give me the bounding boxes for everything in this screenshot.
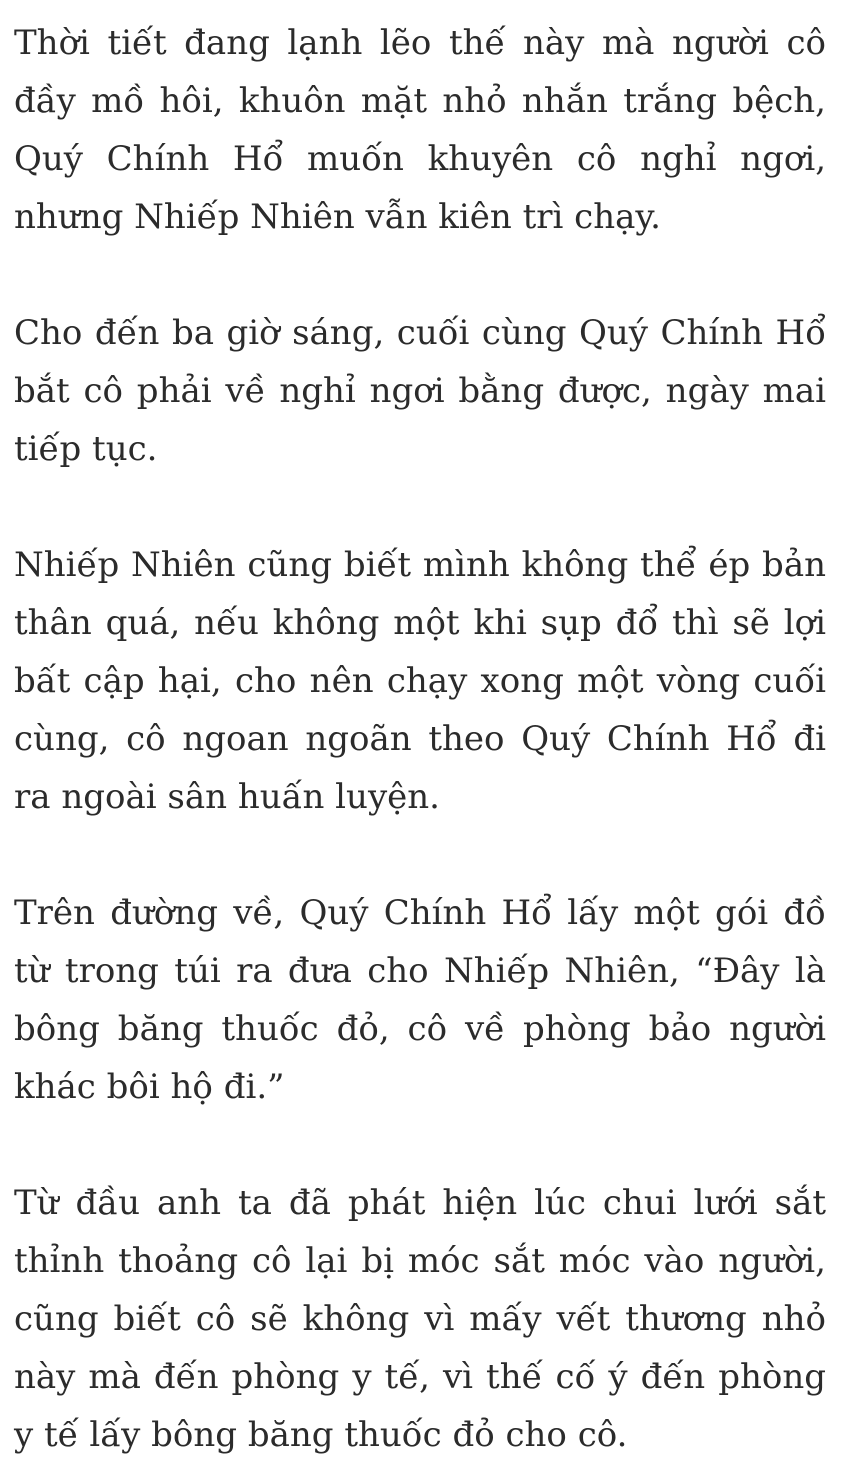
paragraph-1: Thời tiết đang lạnh lẽo thế này mà người cô đầy mồ hôi, khuôn mặt nhỏ nhắn trắng bệch, Quý Chính Hổ muốn khuyên cô nghỉ ngơi, nhưng Nhiếp Nhiên vẫn kiên trì chạy. [14,23,826,237]
paragraph-4: Trên đường về, Quý Chính Hổ lấy một gói đồ từ trong túi ra đưa cho Nhiếp Nhiên, “Đây là bông băng thuốc đỏ, cô về phòng bảo người khác bôi hộ đi.” [14,893,826,1107]
paragraph-2: Cho đến ba giờ sáng, cuối cùng Quý Chính Hổ bắt cô phải về nghỉ ngơi bằng được, ngày mai tiếp tục. [14,313,826,469]
paragraph-3: Nhiếp Nhiên cũng biết mình không thể ép bản thân quá, nếu không một khi sụp đổ thì sẽ lợi bất cập hại, cho nên chạy xong một vòng cuối cùng, cô ngoan ngoãn theo Quý Chính Hổ đi ra ngoài sân huấn luyện. [14,545,826,817]
reader-content [14,14,826,1464]
paragraph-5: Từ đầu anh ta đã phát hiện lúc chui lưới sắt thỉnh thoảng cô lại bị móc sắt móc vào người, cũng biết cô sẽ không vì mấy vết thương nhỏ này mà đến phòng y tế, vì thế cố ý đến phòng y tế lấy bông băng thuốc đỏ cho cô. [14,1183,826,1455]
